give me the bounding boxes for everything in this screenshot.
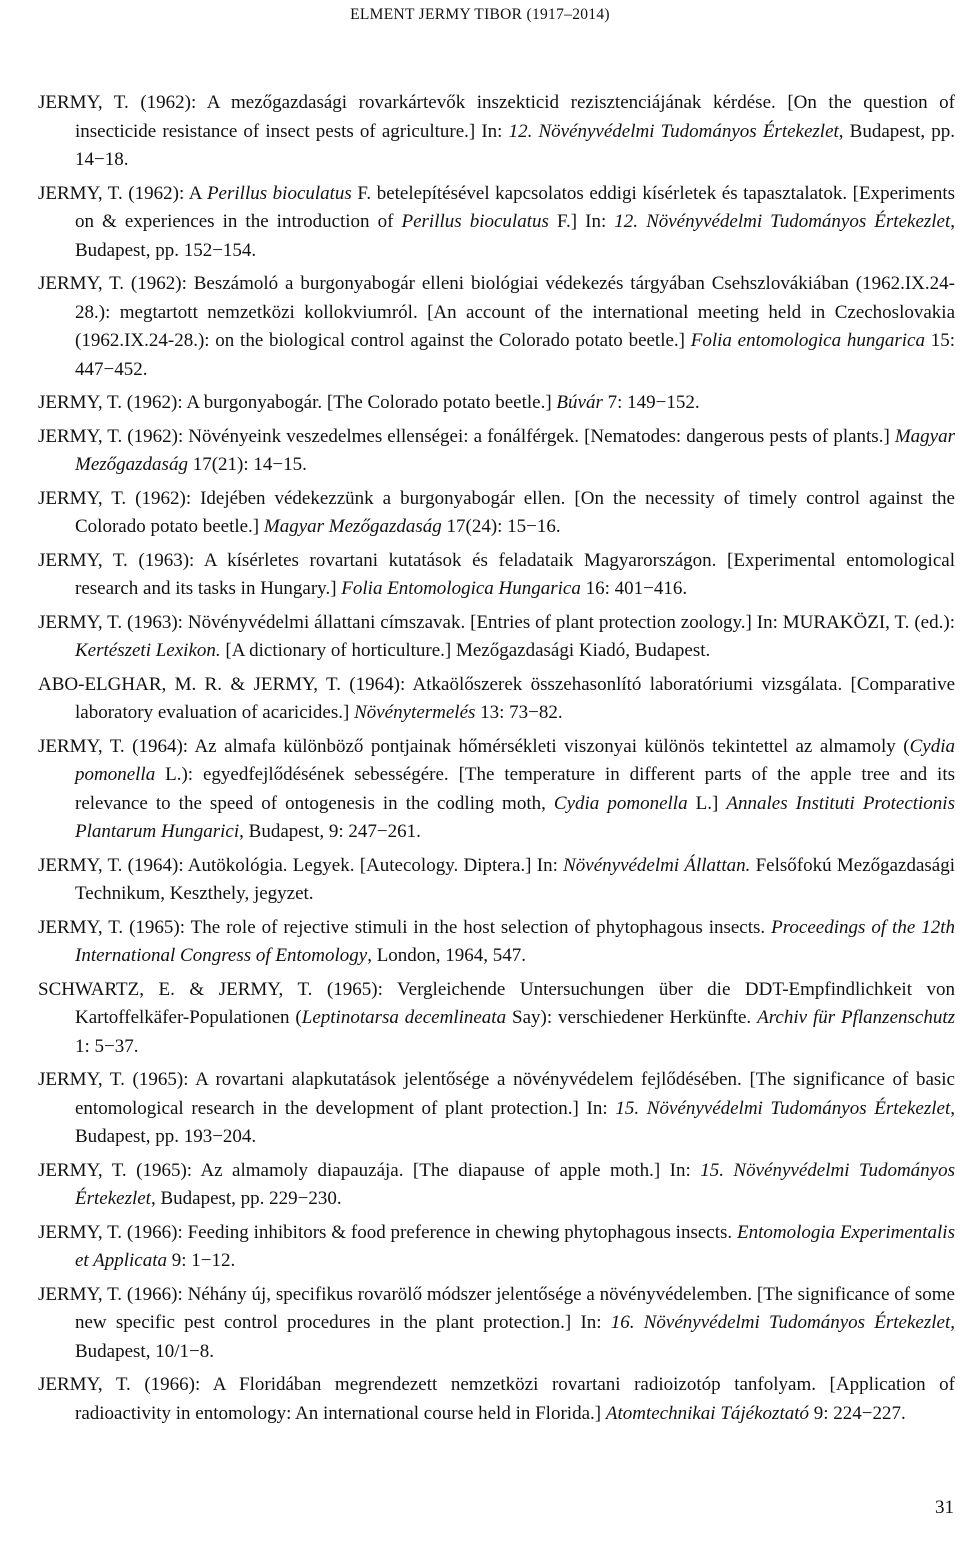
reference-entry [38,1157,955,1214]
author-name: JERMY, T. [253,673,341,695]
author-name: JERMY, T. [38,611,123,633]
reference-text: (1962): Idejében védekezzünk a burgonyabogár ellen. [On the necessity of timely control against the Colorado potato beetle.] [75,487,955,537]
reference-text: (ed.): [909,611,955,633]
reference-text: L.): egyedfejlődésének sebességére. [The temperature in different parts of the apple tree and its relevance to the speed of ontogenesis in the codling moth, [75,764,955,814]
italic-title: 15. Növényvédelmi Tudományos Értekezlet [75,1159,955,1209]
reference-text: (1964): Atkaölőszerek összehasonlító laboratóriumi vizsgálata. [Comparative laboratory evaluation of acaricides.] [75,673,955,723]
author-name: JERMY, T. [38,854,123,876]
author-name: JERMY, T. [38,735,125,757]
italic-title: Növénytermelés [354,702,476,723]
reference-entry [38,89,955,175]
author-name: JERMY, T. [38,1069,125,1090]
reference-text: (1963): Növényvédelmi állattani címszavak. [Entries of plant protection zoology.] In: [122,611,783,633]
reference-text: [A dictionary of horticulture.] Mezőgazdasági Kiadó, Budapest. [220,640,711,661]
reference-text: (1963): A kísérletes rovartani kutatások és feladataik Magyarországon. [Experimental entomological research and its tasks in Hungary.] [75,549,955,599]
italic-title: 12. Növényvédelmi Tudományos Értekezlet [614,211,951,232]
reference-entry [38,1066,955,1152]
reference-text: , Budapest, pp. 152−154. [75,211,956,261]
italic-title: Búvár [556,392,603,413]
italic-title: Proceedings of the 12th International Congress of Entomology [75,916,955,966]
reference-text: , London, 1964, 547. [367,945,527,966]
reference-text: , Budapest, 9: 247−261. [239,821,421,842]
reference-text: (1962): A [122,182,207,204]
author-name: JERMY, T. [38,1221,123,1243]
reference-text: 17(21): 14−15. [187,454,307,475]
italic-title: Archiv für Pflanzenschutz [757,1007,956,1028]
italic-title: 12. Növényvédelmi Tudományos Értekezlet [508,120,839,142]
reference-text: (1964): Az almafa különböző pontjainak hőmérsékleti viszonyai különös tekintettel az almamoly ( [124,735,910,757]
reference-entry [38,485,955,542]
reference-text: 17(24): 15−16. [441,516,561,537]
author-name: ABO-ELGHAR, M. R. [38,673,222,695]
reference-text: L.] [687,792,727,814]
reference-text: 13: 73−82. [475,702,563,723]
reference-text: 15: 447−452. [75,330,955,380]
author-name: JERMY, T. [38,1374,131,1395]
reference-text: 9: 1−12. [167,1250,236,1271]
reference-entry [38,389,955,418]
author-name: JERMY, T. [38,916,124,938]
author-name: MURAKÖZI, T. [782,611,910,633]
author-name: JERMY, T. [218,978,313,1000]
reference-text: 9: 224−227. [809,1402,906,1424]
author-name: JERMY, T. [38,1283,123,1305]
author-name: JERMY, T. [38,92,129,113]
reference-text: 1: 5−37. [75,1035,139,1057]
author-name: JERMY, T. [38,1159,127,1181]
reference-text: (1965): The role of rejective stimuli in the host selection of phytophagous insects. [123,916,772,938]
reference-text: (1962): Beszámoló a burgonyabogár elleni biológiai védekezés tárgyában Csehszlovákiában (1962.IX.24-28.): megtartott nemzetközi kollokviumról. [An account of the international meeting held in Czechoslovakia (1962.IX.24-28.): on the biological control against the Colorado potato beetle.] [75,273,955,351]
reference-entry [38,423,955,480]
reference-text: , Budapest, pp. 14−18. [75,120,955,170]
reference-text: (1966): A Floridában megrendezett nemzetközi rovartani radioizotóp tanfolyam. [Application of radioactivity in entomology: An international course held in Florida.] [75,1374,955,1424]
author-name: JERMY, T. [38,549,128,571]
reference-entry [38,270,955,384]
reference-entry [38,609,955,666]
reference-list [38,89,955,1433]
author-name: JERMY, T. [38,182,123,204]
italic-title: Növényvédelmi Állattan. [563,854,751,876]
reference-text: (1966): Néhány új, specifikus rovarölő módszer jelentősége a növényvédelemben. [The significance of some new specific pest control procedures in the plant protection.] In: [75,1283,955,1333]
reference-entry [38,733,955,847]
reference-text: (1962): A mezőgazdasági rovarkártevők inszekticid rezisztenciájának kérdése. [On the question of insecticide resistance of insect pests of agriculture.] In: [75,92,955,142]
italic-title: Magyar Mezőgazdaság [75,425,955,475]
reference-text: F.] In: [548,211,615,232]
italic-title: Folia entomologica hungarica [690,330,925,351]
reference-entry [38,547,955,604]
italic-title: Kertészeti Lexikon. [75,640,221,661]
italic-title: Cydia pomonella [75,735,955,785]
reference-text: , Budapest, 10/1−8. [75,1312,955,1362]
reference-entry [38,1371,955,1428]
reference-text: (1964): Autökológia. Legyek. [Autecology. Diptera.] In: [122,854,564,876]
italic-title: Perillus bioculatus [206,182,352,204]
reference-text: 16: 401−416. [580,578,688,599]
reference-text: (1965): Vergleichende Untersuchungen über die DDT-Empfindlichkeit von Kartoffelkäfer-Populationen ( [75,978,956,1028]
author-name: JERMY, T. [38,273,125,294]
author-name: SCHWARTZ, E. [38,978,175,1000]
reference-entry [38,1219,955,1276]
italic-title: 16. Növényvédelmi Tudományos Értekezlet [610,1312,951,1333]
reference-entry [38,914,955,971]
author-name: JERMY, T. [38,487,127,509]
reference-text: & [221,673,254,695]
author-name: JERMY, T. [38,392,122,413]
reference-text: (1962): A burgonyabogár. [The Colorado potato beetle.] [121,392,557,413]
italic-title: Entomologia Experimentalis et Applicata [75,1221,955,1271]
reference-entry [38,976,955,1062]
reference-entry [38,180,955,266]
reference-text: (1965): A rovartani alapkutatások jelentősége a növényvédelem fejlődésében. [The significance of basic entomological research in the development of plant protection.] In: [75,1069,955,1119]
reference-text: Say): verschiedener Herkünfte. [506,1007,758,1028]
italic-title: Folia Entomologica Hungarica [341,578,581,599]
reference-text: & [174,978,219,1000]
reference-text: , Budapest, pp. 229−230. [150,1188,342,1209]
running-header [0,6,960,24]
italic-title: Atomtechnikai Tájékoztató [605,1402,809,1424]
reference-text: (1962): Növényeink veszedelmes ellenségei: a fonálférgek. [Nematodes: dangerous pests of plants.] [122,425,895,447]
reference-text: , Budapest, pp. 193−204. [75,1097,955,1147]
reference-entry [38,852,955,909]
author-name: JERMY, T. [38,425,123,447]
reference-entry [38,1281,955,1367]
italic-title: 15. Növényvédelmi Tudományos Értekezlet [615,1097,951,1119]
running-header-title: ELMENT JERMY TIBOR (1917–2014) [350,6,610,23]
italic-title: Leptinotarsa decemlineata [301,1007,507,1028]
italic-title: Perillus bioculatus [401,211,549,232]
reference-text: Felsőfokú Mezőgazdasági Technikum, Keszthely, jegyzet. [75,854,955,904]
italic-title: Annales Instituti Protectionis Plantarum Hungarici [75,792,955,842]
reference-text: F. betelepítésével kapcsolatos eddigi kísérletek és tapasztalatok. [Experiments on & experiences in the introduction of [75,182,955,232]
reference-text: (1966): Feeding inhibitors & food preference in chewing phytophagous insects. [122,1221,737,1243]
reference-entry [38,671,955,728]
reference-text: 7: 149−152. [602,392,700,413]
page-number: 31 [935,1497,954,1518]
italic-title: Cydia pomonella [553,792,688,814]
reference-text: (1965): Az almamoly diapauzája. [The diapause of apple moth.] In: [126,1159,701,1181]
italic-title: Magyar Mezőgazdaság [263,516,442,537]
